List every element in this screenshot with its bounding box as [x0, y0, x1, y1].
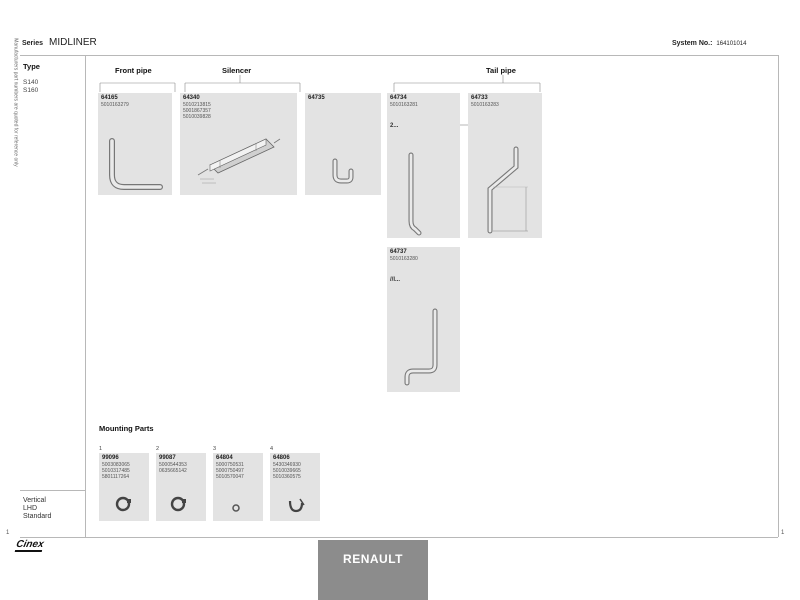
- series-value: MIDLINER: [48, 37, 97, 48]
- quantity-note: //I...: [390, 277, 401, 283]
- part-code: 99096: [102, 455, 119, 461]
- part-number: 5010163280: [390, 256, 418, 262]
- part-numbers: [159, 462, 187, 474]
- front-pipe-drawing: [98, 93, 172, 195]
- tail-pipe-drawing: [468, 93, 542, 238]
- mounting-card-99087[interactable]: [156, 453, 206, 521]
- silencer-drawing: [180, 93, 297, 195]
- part-number: 5010039828: [183, 114, 211, 120]
- type-label: Type: [23, 62, 40, 71]
- page-number-right: 1: [781, 530, 785, 536]
- mounting-number: 3: [213, 446, 217, 452]
- part-number: 5010163281: [390, 102, 418, 108]
- part-card-64733[interactable]: [468, 93, 542, 238]
- part-number: 5001867357: [183, 108, 211, 114]
- system-value: 164101014: [716, 41, 747, 47]
- long-pipe-drawing: [387, 247, 460, 392]
- part-code: 99087: [159, 455, 176, 461]
- part-card-64165[interactable]: [98, 93, 172, 195]
- part-number: 5010317485: [102, 468, 130, 474]
- part-number: 5801117264: [102, 474, 130, 480]
- vertical-disclaimer: Manufacturers part numbers are quoted for reference only: [12, 38, 19, 167]
- part-number: 5003083065: [102, 462, 130, 468]
- mounting-card-99096[interactable]: [99, 453, 149, 521]
- part-code: 64804: [216, 455, 233, 461]
- part-code: 64735: [308, 95, 325, 101]
- mounting-parts-heading: Mounting Parts: [99, 424, 154, 433]
- part-number: 5010039665: [273, 468, 301, 474]
- page-number-left: 1: [6, 530, 10, 536]
- part-code: 64340: [183, 95, 200, 101]
- part-number: 5010360575: [273, 474, 301, 480]
- series-label: Series: [22, 40, 44, 47]
- straight-pipe-drawing: [387, 93, 460, 238]
- silencer-heading: Silencer: [222, 66, 252, 75]
- part-number: 5430346930: [273, 462, 301, 468]
- system-label: System No.:: [672, 40, 713, 47]
- renault-banner: [318, 540, 428, 600]
- part-number: 5000750497: [216, 468, 244, 474]
- part-card-64735[interactable]: [305, 93, 381, 195]
- mounting-card-64804[interactable]: [213, 453, 263, 521]
- part-numbers: [273, 462, 301, 480]
- cinex-logo: Cinex: [15, 539, 45, 550]
- part-number: 5000544353: [159, 462, 187, 468]
- type-item: S140: [23, 79, 39, 86]
- renault-label: RENAULT: [343, 552, 403, 566]
- part-code: 64806: [273, 455, 290, 461]
- mounting-number: 1: [99, 446, 103, 452]
- config-item: Standard: [23, 513, 52, 520]
- part-code: 64737: [390, 249, 407, 255]
- pipe-bend-drawing: [305, 93, 381, 195]
- front-pipe-heading: Front pipe: [115, 66, 152, 75]
- config-item: Vertical: [23, 497, 46, 504]
- part-number: 5010163283: [471, 102, 499, 108]
- config-item: LHD: [23, 505, 38, 512]
- part-number: 0635665142: [159, 468, 187, 474]
- part-number: 5000750531: [216, 462, 244, 468]
- part-number: 5010213815: [183, 102, 211, 108]
- part-card-64734[interactable]: [387, 93, 460, 238]
- type-item: S160: [23, 87, 39, 94]
- mounting-number: 4: [270, 446, 274, 452]
- mounting-number: 2: [156, 446, 160, 452]
- part-numbers: [216, 462, 244, 480]
- part-code: 64733: [471, 95, 488, 101]
- part-number: 5010163279: [101, 102, 129, 108]
- part-code: 64734: [390, 95, 407, 101]
- mounting-card-64806[interactable]: [270, 453, 320, 521]
- part-code: 64165: [101, 95, 118, 101]
- quantity-note: 2...: [390, 123, 399, 129]
- tail-pipe-heading: Tail pipe: [486, 66, 516, 75]
- part-card-64340[interactable]: [180, 93, 297, 195]
- part-card-64737[interactable]: [387, 247, 460, 392]
- part-number: 5010570047: [216, 474, 244, 480]
- part-numbers: [102, 462, 130, 480]
